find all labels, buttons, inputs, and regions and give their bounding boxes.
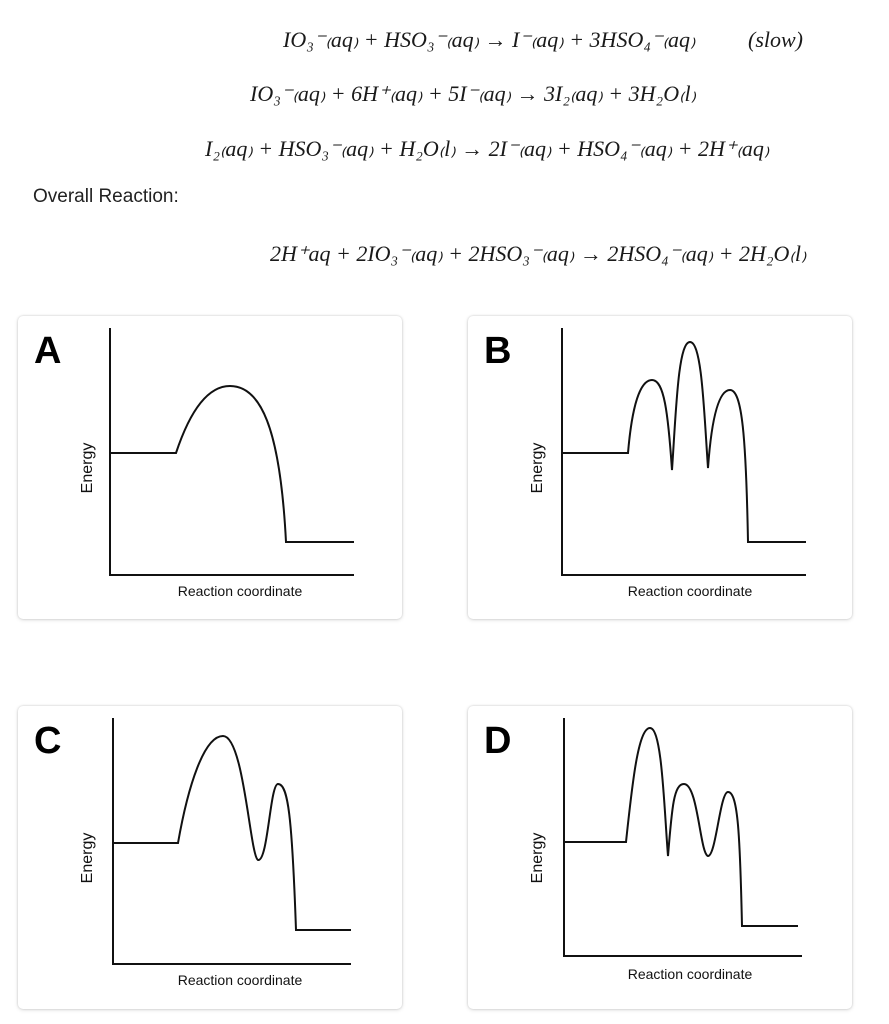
overall-equation-text: 2H⁺aq + 2IO₃⁻₍aq₎ + 2HSO₃⁻₍aq₎ → 2HSO₄⁻₍aq₎ + 2H₂O₍l₎ [270,241,807,266]
equation-step-2-text: IO₃⁻₍aq₎ + 6H⁺₍aq₎ + 5I⁻₍aq₎ → 3I₂₍aq₎ + 3H₂O₍l₎ [250,81,696,106]
energy-curve [562,342,806,542]
x-axis-label: Reaction coordinate [627,583,753,599]
overall-equation [0,236,889,272]
diagram-letter: C [34,720,62,762]
diagram-letter: A [34,330,62,372]
equation-step-1-text: IO₃⁻₍aq₎ + HSO₃⁻₍aq₎ → I⁻₍aq₎ + 3HSO₄⁻₍aq₎ [283,27,696,52]
axes [562,328,806,575]
energy-diagram-a[interactable] [18,316,402,619]
x-axis-label: Reaction coordinate [177,583,303,599]
x-axis-label: Reaction coordinate [627,966,753,982]
energy-diagram-c[interactable] [18,706,402,1009]
energy-curve [110,386,354,542]
energy-curve [113,736,351,930]
equation-step-2 [0,76,889,112]
diagram-letter: B [484,330,512,372]
y-axis-label: Energy [529,832,546,884]
equation-step-1 [0,22,889,58]
x-axis-label: Reaction coordinate [177,972,303,988]
y-axis-label: Energy [79,442,96,494]
y-axis-label: Energy [529,442,546,494]
energy-diagram-a-plot [18,316,402,619]
diagram-letter: D [484,720,512,762]
energy-diagram-b-plot [468,316,852,619]
y-axis-label: Energy [79,832,96,884]
axes [113,718,351,964]
equation-step-3 [0,131,889,167]
equation-step-3-text: I₂₍aq₎ + HSO₃⁻₍aq₎ + H₂O₍l₎ → 2I⁻₍aq₎ + HSO₄⁻₍aq₎ + 2H⁺₍aq₎ [205,136,770,161]
energy-curve [564,728,798,926]
energy-diagram-d-plot [468,706,852,1009]
overall-reaction-label: Overall Reaction: [33,186,179,207]
energy-diagram-c-plot [18,706,402,1009]
axes [564,718,802,956]
energy-diagram-b[interactable] [468,316,852,619]
slow-step-note: (slow) [748,27,803,52]
energy-diagram-d[interactable] [468,706,852,1009]
axes [110,328,354,575]
